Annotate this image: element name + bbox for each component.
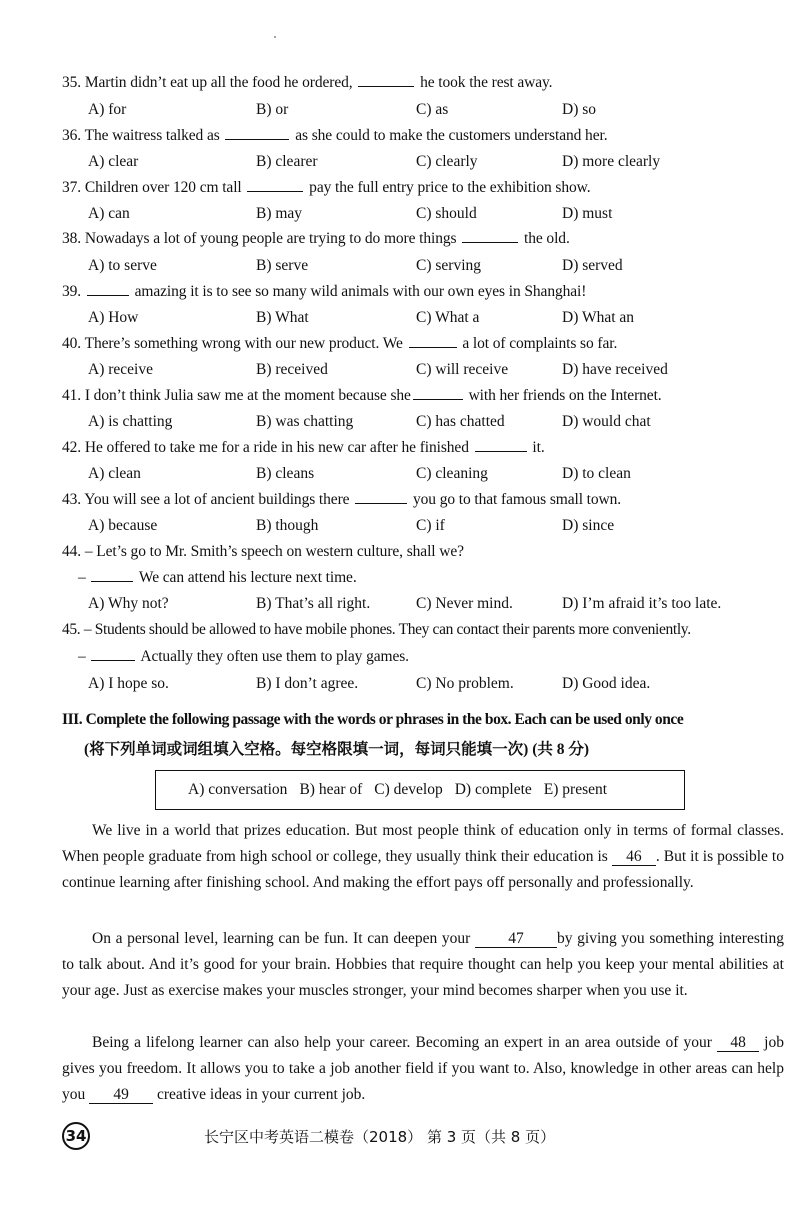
- answer-blank: [225, 127, 289, 140]
- option-a: A) to serve: [88, 257, 157, 274]
- word-option-d: D) complete: [454, 781, 532, 798]
- option-d: D) served: [562, 257, 623, 274]
- word-option-e: E) present: [543, 781, 608, 798]
- question-text: the old.: [520, 230, 570, 247]
- question-44: 44. – Let’s go to Mr. Smith’s speech on western culture, shall we?: [62, 543, 464, 560]
- question-text: 41. I don’t think Julia saw me at the moment because she: [62, 387, 411, 404]
- answer-blank: [87, 283, 129, 296]
- option-b: B) though: [256, 517, 319, 534]
- question-text: you go to that famous small town.: [409, 491, 622, 508]
- answer-blank: [475, 439, 527, 452]
- question-text: he took the rest away.: [416, 74, 553, 91]
- footer-caption: 长宁区中考英语二模卷（2018） 第 3 页（共 8 页）: [204, 1128, 556, 1146]
- option-d: D) I’m afraid it’s too late.: [562, 595, 722, 612]
- question-38: [62, 230, 570, 248]
- blank-49: 49: [89, 1087, 153, 1104]
- passage-text: We live in a world that prizes education. But most people think of education only in terms of formal classes. When people graduate from high school or college, they usually think their education is: [62, 822, 784, 865]
- option-b: B) may: [256, 205, 303, 222]
- word-box: [155, 770, 685, 810]
- question-text: with her friends on the Internet.: [464, 387, 662, 404]
- option-d: D) must: [562, 205, 613, 222]
- options-42: [88, 465, 788, 485]
- word-option-b: B) hear of: [299, 781, 363, 798]
- option-a: A) clear: [88, 153, 139, 170]
- option-a: A) for: [88, 101, 127, 118]
- option-a: A) is chatting: [88, 413, 173, 430]
- option-b: B) serve: [256, 257, 309, 274]
- answer-blank: [462, 230, 518, 243]
- option-c: C) No problem.: [416, 675, 514, 692]
- question-text: 43. You will see a lot of ancient buildings there: [62, 491, 354, 508]
- reply-text: We can attend his lecture next time.: [135, 569, 357, 586]
- option-d: D) to clean: [562, 465, 631, 482]
- option-d: D) have received: [562, 361, 668, 378]
- option-d: D) so: [562, 101, 597, 118]
- question-text: 40. There’s something wrong with our new product. We: [62, 335, 407, 352]
- question-text: pay the full entry price to the exhibition show.: [305, 179, 591, 196]
- question-text: it.: [528, 439, 545, 456]
- option-a: A) clean: [88, 465, 141, 482]
- options-35: [88, 101, 788, 121]
- passage-text: . But it is possible to continue learning after finishing school. And making the effort pays off personally and professionally.: [62, 848, 784, 891]
- word-option-a: A) conversation: [188, 781, 288, 798]
- options-37: [88, 205, 788, 225]
- passage-paragraph-1: [62, 818, 784, 896]
- options-40: [88, 361, 788, 381]
- option-b: B) That’s all right.: [256, 595, 371, 612]
- option-c: C) What a: [416, 309, 480, 326]
- option-b: B) clearer: [256, 153, 318, 170]
- options-43: [88, 517, 788, 537]
- question-35: [62, 74, 552, 92]
- option-b: B) was chatting: [256, 413, 354, 430]
- option-c: C) if: [416, 517, 445, 534]
- option-a: A) I hope so.: [88, 675, 169, 692]
- passage-paragraph-3: [62, 1030, 784, 1108]
- passage-text: On a personal level, learning can be fun. It can deepen your: [92, 930, 475, 947]
- page-footer: [62, 1122, 762, 1152]
- option-c: C) serving: [416, 257, 482, 274]
- question-text: 42. He offered to take me for a ride in his new car after he finished: [62, 439, 473, 456]
- question-40: [62, 335, 617, 353]
- options-36: [88, 153, 788, 173]
- section-3-title: III. Complete the following passage with the words or phrases in the box. Each can be used only once: [62, 711, 684, 728]
- answer-blank: [358, 74, 414, 87]
- option-c: C) has chatted: [416, 413, 505, 430]
- page-number-badge: 34: [62, 1122, 90, 1150]
- option-b: B) I don’t agree.: [256, 675, 359, 692]
- option-b: B) received: [256, 361, 328, 378]
- option-c: C) will receive: [416, 361, 509, 378]
- options-38: [88, 257, 788, 277]
- options-45: [88, 675, 788, 695]
- passage-text: by giving you something interesting to talk about. And it’s good for your brain. Hobbies that require thought can help you keep your mental abilities at your age. Just as exercise makes your muscles stronger, your mind becomes sharper when you use it.: [62, 930, 784, 999]
- word-option-c: C) develop: [374, 781, 443, 798]
- scan-speck: [274, 36, 276, 38]
- question-41: [62, 387, 662, 405]
- question-45-reply: [78, 648, 409, 666]
- option-c: C) clearly: [416, 153, 478, 170]
- answer-blank: [247, 179, 303, 192]
- answer-blank: [355, 491, 407, 504]
- passage-text: Being a lifelong learner can also help your career. Becoming an expert in an area outside of your: [92, 1034, 718, 1051]
- question-42: [62, 439, 545, 457]
- options-44: [88, 595, 788, 615]
- blank-47: 47: [475, 931, 557, 948]
- option-b: B) cleans: [256, 465, 315, 482]
- option-c: C) Never mind.: [416, 595, 513, 612]
- section-3-subtitle: (将下列单词或词组填入空格。每空格限填一词，每词只能填一次) (共 8 分): [84, 741, 590, 758]
- reply-dash: –: [78, 569, 90, 586]
- question-text: 39.: [62, 283, 85, 300]
- option-a: A) Why not?: [88, 595, 169, 612]
- question-43: [62, 491, 621, 509]
- question-text: 38. Nowadays a lot of young people are trying to do more things: [62, 230, 461, 247]
- option-c: C) as: [416, 101, 449, 118]
- answer-blank: [413, 387, 463, 400]
- passage-paragraph-2: [62, 926, 784, 1004]
- passage-text: creative ideas in your current job.: [153, 1086, 366, 1103]
- question-45: 45. – Students should be allowed to have mobile phones. They can contact their parents more conveniently.: [62, 621, 691, 638]
- question-text: 35. Martin didn’t eat up all the food he ordered,: [62, 74, 357, 91]
- question-39: [62, 283, 586, 301]
- question-text: 37. Children over 120 cm tall: [62, 179, 246, 196]
- blank-46: 46: [612, 849, 656, 866]
- option-b: B) What: [256, 309, 309, 326]
- blank-48: 48: [717, 1035, 759, 1052]
- passage-text: job gives you freedom. It allows you to take a job another field if you want to. Also, knowledge in other areas can help you: [62, 1034, 784, 1103]
- question-text: amazing it is to see so many wild animals with our own eyes in Shanghai!: [130, 283, 587, 300]
- options-39: [88, 309, 788, 329]
- option-a: A) receive: [88, 361, 153, 378]
- answer-blank: [409, 335, 457, 348]
- question-44-reply: [78, 569, 357, 587]
- question-text: as she could to make the customers understand her.: [291, 127, 608, 144]
- option-d: D) since: [562, 517, 615, 534]
- answer-blank: [91, 648, 135, 661]
- option-c: C) cleaning: [416, 465, 488, 482]
- reply-dash: –: [78, 648, 90, 665]
- question-text: 36. The waitress talked as: [62, 127, 224, 144]
- option-b: B) or: [256, 101, 289, 118]
- reply-text: Actually they often use them to play games.: [137, 648, 409, 665]
- answer-blank: [91, 569, 133, 582]
- option-c: C) should: [416, 205, 477, 222]
- options-41: [88, 413, 788, 433]
- option-a: A) can: [88, 205, 130, 222]
- option-a: A) How: [88, 309, 139, 326]
- option-d: D) more clearly: [562, 153, 661, 170]
- question-36: [62, 127, 607, 145]
- option-a: A) because: [88, 517, 158, 534]
- question-text: a lot of complaints so far.: [458, 335, 618, 352]
- option-d: D) What an: [562, 309, 635, 326]
- question-37: [62, 179, 591, 197]
- option-d: D) would chat: [562, 413, 651, 430]
- option-d: D) Good idea.: [562, 675, 651, 692]
